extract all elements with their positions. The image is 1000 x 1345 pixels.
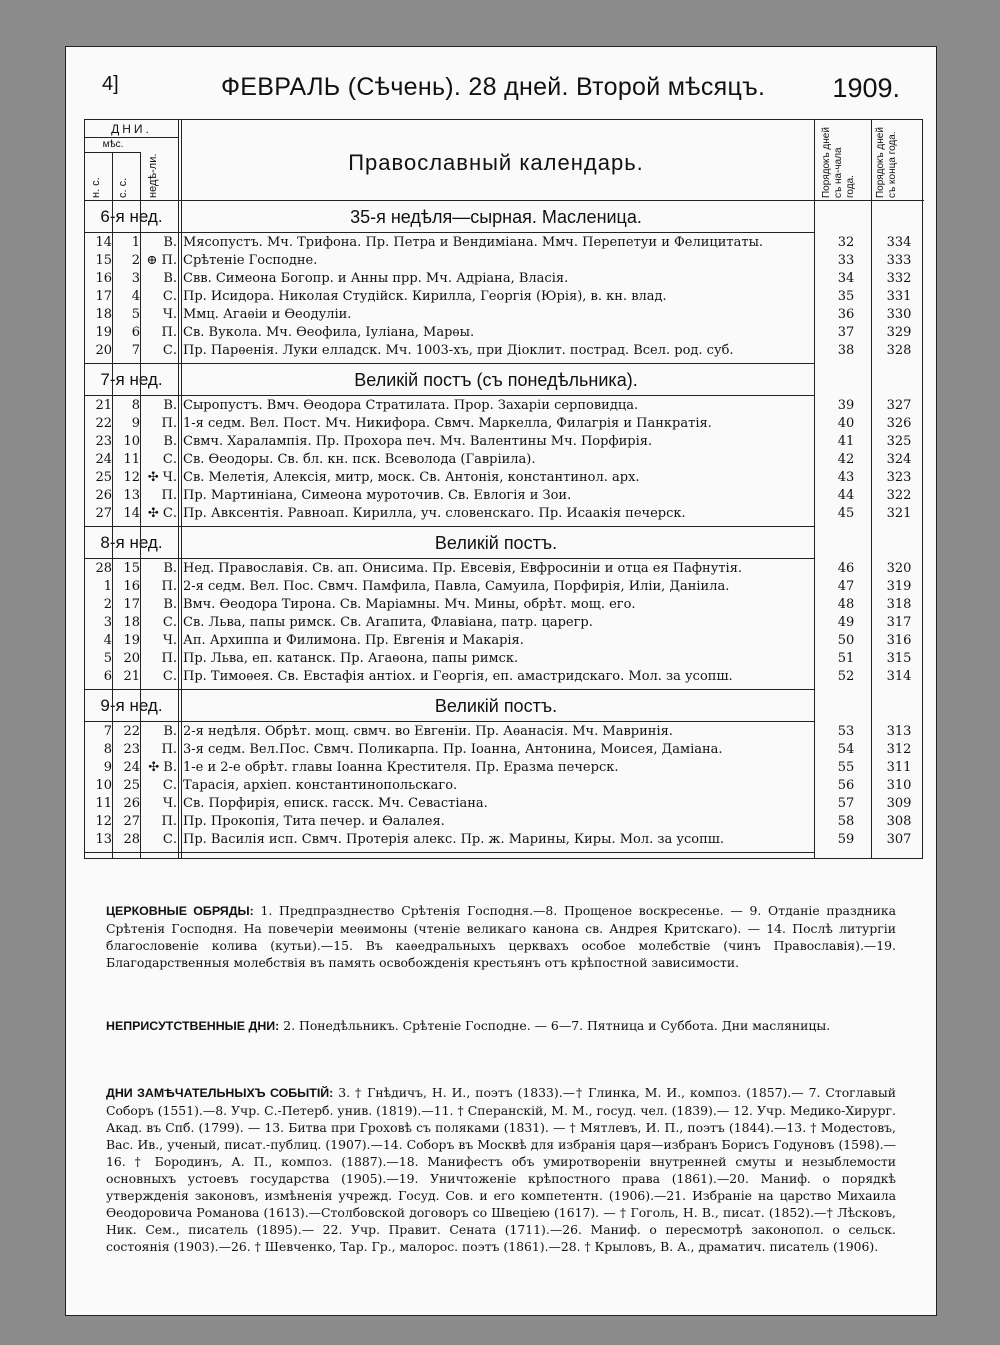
weekday: П. — [161, 416, 177, 431]
day-from-start: 34 — [837, 271, 855, 286]
table-row — [85, 579, 924, 597]
day-old-style: 20 — [123, 651, 140, 666]
day-old-style: 7 — [131, 343, 140, 358]
day-old-style: 10 — [123, 434, 140, 449]
day-from-start: 47 — [837, 579, 855, 594]
day-from-start: 52 — [837, 669, 855, 684]
weekday: В. — [163, 561, 177, 576]
day-from-start: 40 — [837, 416, 855, 431]
day-from-start: 48 — [837, 597, 855, 612]
saints-text: Пр. Исидора. Николая Студійск. Кирилла, Георгія (Юрія), в. кн. влад. — [183, 289, 667, 304]
weekday: Ч. — [162, 633, 177, 648]
table-row — [85, 651, 924, 669]
saints-text: 3-я седм. Вел.Пос. Свмч. Поликарпа. Пр. Іоанна, Антонина, Моисея, Даміана. — [183, 742, 723, 757]
table-row — [85, 289, 924, 307]
table-row — [85, 669, 924, 687]
weekday: С. — [162, 343, 177, 358]
saints-text: Пр. Авксентія. Равноап. Кирилла, уч. словенскаго. Пр. Исаакія печерск. — [183, 506, 686, 521]
table-row — [85, 235, 924, 253]
day-from-start: 36 — [837, 307, 855, 322]
day-to-end: 307 — [886, 832, 912, 847]
from-start-header: Порядокъ дней съ на-чала года. — [821, 127, 856, 198]
saints-text: 1-я седм. Вел. Пост. Мч. Никифора. Свмч. Маркелла, Филагрія и Панкратія. — [183, 416, 712, 431]
day-to-end: 316 — [886, 633, 912, 648]
day-old-style: 2 — [131, 253, 140, 268]
table-row — [85, 343, 924, 361]
day-new-style: 9 — [103, 760, 112, 775]
day-old-style: 12 — [123, 470, 140, 485]
saints-text: Пр. Прокопія, Тита печер. и Ѳалалея. — [183, 814, 445, 829]
day-from-start: 39 — [837, 398, 855, 413]
weekday: ✣ С. — [147, 506, 177, 521]
day-new-style: 20 — [95, 343, 112, 358]
day-from-start: 55 — [837, 760, 855, 775]
day-to-end: 327 — [886, 398, 912, 413]
calendar-table — [84, 119, 923, 859]
day-new-style: 21 — [95, 398, 112, 413]
day-old-style: 28 — [123, 832, 140, 847]
events-note — [106, 1084, 896, 1255]
day-new-style: 12 — [95, 814, 112, 829]
table-row — [85, 253, 924, 271]
day-new-style: 2 — [103, 597, 112, 612]
weekday: С. — [162, 778, 177, 793]
day-to-end: 320 — [886, 561, 912, 576]
saints-text: Нед. Православія. Св. ап. Онисима. Пр. Евсевія, Евфросиніи и отца ея Пафнутія. — [183, 561, 743, 576]
saints-text: Св. Ѳеодоры. Св. бл. кн. пск. Всеволода (Гавріила). — [183, 452, 536, 467]
saints-text: Сыропустъ. Вмч. Ѳеодора Стратилата. Прор. Захаріи серповидца. — [183, 398, 639, 413]
day-new-style: 8 — [103, 742, 112, 757]
day-to-end: 312 — [886, 742, 912, 757]
week-title: 35-я недѣля—сырная. Масленица. — [350, 207, 642, 227]
day-new-style: 11 — [95, 796, 112, 811]
saints-text: Мясопустъ. Мч. Трифона. Пр. Петра и Вендиміана. Ммч. Перепетуи и Фелицитаты. — [183, 235, 764, 250]
weekday: С. — [162, 289, 177, 304]
holidays-label: НЕПРИСУТСТВЕННЫЕ ДНИ: — [106, 1019, 280, 1033]
day-to-end: 315 — [886, 651, 912, 666]
day-to-end: 328 — [886, 343, 912, 358]
day-from-start: 53 — [837, 724, 855, 739]
saints-text: Пр. Льва, еп. катанск. Пр. Агаѳона, папы римск. — [183, 651, 519, 666]
weekday: П. — [161, 325, 177, 340]
months-header: мѣс. — [102, 139, 124, 150]
day-new-style: 7 — [103, 724, 112, 739]
day-from-start: 38 — [837, 343, 855, 358]
saints-text: Тарасія, архіеп. константинопольскаго. — [183, 778, 458, 793]
weekday: П. — [161, 579, 177, 594]
day-from-start: 46 — [837, 561, 855, 576]
day-from-start: 45 — [837, 506, 855, 521]
day-new-style: 3 — [103, 615, 112, 630]
page-header — [66, 73, 936, 113]
day-to-end: 321 — [886, 506, 912, 521]
table-row — [85, 398, 924, 416]
day-new-style: 10 — [95, 778, 112, 793]
week-label: 7-я нед. — [100, 370, 163, 389]
table-row — [85, 434, 924, 452]
day-old-style: 18 — [123, 615, 140, 630]
day-from-start: 54 — [837, 742, 855, 757]
day-from-start: 50 — [837, 633, 855, 648]
table-row — [85, 561, 924, 579]
weekday: ✣ В. — [148, 760, 177, 775]
table-row — [85, 760, 924, 778]
table-row — [85, 742, 924, 760]
day-old-style: 22 — [123, 724, 140, 739]
weekday: Ч. — [162, 796, 177, 811]
day-new-style: 25 — [95, 470, 112, 485]
day-from-start: 57 — [837, 796, 855, 811]
weekday: С. — [162, 669, 177, 684]
day-old-style: 3 — [131, 271, 140, 286]
saints-text: Свв. Симеона Богопр. и Анны прр. Мч. Адріана, Власія. — [183, 271, 569, 286]
day-new-style: 28 — [95, 561, 112, 576]
table-row — [85, 724, 924, 742]
table-row — [85, 325, 924, 343]
saints-text: Св. Мелетія, Алексія, митр, моск. Св. Антонія, константинол. арх. — [183, 470, 640, 485]
table-row — [85, 796, 924, 814]
table-row — [85, 814, 924, 832]
day-to-end: 325 — [886, 434, 912, 449]
day-from-start: 43 — [837, 470, 855, 485]
saints-text: 2-я седм. Вел. Пос. Свмч. Памфила, Павла, Самуила, Порфирія, Иліи, Даніила. — [183, 579, 730, 594]
weekday: В. — [163, 398, 177, 413]
saints-text: 1-е и 2-е обрѣт. главы Іоанна Крестителя. Пр. Еразма печерск. — [183, 760, 619, 775]
table-row — [85, 452, 924, 470]
saints-text: Пр. Мартиніана, Симеона муроточив. Св. Евлогія и Зои. — [183, 488, 572, 503]
saints-text: Ап. Архиппа и Филимона. Пр. Евгенія и Макарія. — [183, 633, 524, 648]
week-label: 6-я нед. — [100, 207, 163, 226]
saints-text: Вмч. Ѳеодора Тирона. Св. Маріамны. Мч. Мины, обрѣт. мощ. его. — [183, 597, 636, 612]
saints-text: Св. Порфирія, еписк. гасск. Мч. Севастіана. — [183, 796, 488, 811]
day-old-style: 6 — [131, 325, 140, 340]
day-old-style: 9 — [131, 416, 140, 431]
day-new-style: 16 — [95, 271, 112, 286]
day-from-start: 35 — [837, 289, 855, 304]
day-to-end: 318 — [886, 597, 912, 612]
weekday: П. — [161, 814, 177, 829]
day-to-end: 323 — [886, 470, 912, 485]
day-from-start: 41 — [837, 434, 855, 449]
day-new-style: 19 — [95, 325, 112, 340]
day-to-end: 332 — [886, 271, 912, 286]
day-from-start: 44 — [837, 488, 855, 503]
year: 1909. — [832, 73, 900, 103]
day-to-end: 317 — [886, 615, 912, 630]
day-to-end: 322 — [886, 488, 912, 503]
day-old-style: 11 — [123, 452, 140, 467]
calendar-page — [65, 46, 937, 1316]
weekday: В. — [163, 434, 177, 449]
weekday: Ч. — [162, 307, 177, 322]
calendar-header: Православный календарь. — [348, 150, 644, 175]
ns-header: н. с. — [90, 177, 102, 198]
holidays-note — [106, 1017, 896, 1035]
day-to-end: 334 — [886, 235, 912, 250]
day-new-style: 18 — [95, 307, 112, 322]
day-old-style: 13 — [123, 488, 140, 503]
table-row — [85, 615, 924, 633]
day-from-start: 58 — [837, 814, 855, 829]
day-from-start: 37 — [837, 325, 855, 340]
saints-text: Пр. Тимоѳея. Св. Евстафія антіох. и Георгія, еп. амастридскаго. Мол. за усопш. — [183, 669, 733, 684]
day-from-start: 33 — [837, 253, 855, 268]
day-to-end: 308 — [886, 814, 912, 829]
weekday: П. — [161, 651, 177, 666]
day-new-style: 13 — [95, 832, 112, 847]
saints-text: Св. Льва, папы римск. Св. Агапита, Флавіана, патр. царегр. — [183, 615, 593, 630]
day-new-style: 26 — [95, 488, 112, 503]
church-rites-label: ЦЕРКОВНЫЕ ОБРЯДЫ: — [106, 904, 254, 918]
day-to-end: 311 — [886, 760, 912, 775]
weekday-header: недѣ-ли. — [147, 153, 159, 198]
day-new-style: 27 — [95, 506, 112, 521]
table-row — [85, 778, 924, 796]
day-new-style: 15 — [95, 253, 112, 268]
day-new-style: 22 — [95, 416, 112, 431]
day-old-style: 27 — [123, 814, 140, 829]
page-number: 4] — [102, 73, 119, 95]
day-to-end: 313 — [886, 724, 912, 739]
day-old-style: 5 — [131, 307, 140, 322]
day-from-start: 32 — [837, 235, 855, 250]
day-old-style: 17 — [123, 597, 140, 612]
ss-header: с. с. — [117, 177, 129, 198]
events-label: ДНИ ЗАМѢЧАТЕЛЬНЫХЪ СОБЫТІЙ: — [106, 1086, 334, 1100]
day-to-end: 319 — [886, 579, 912, 594]
table-row — [85, 271, 924, 289]
saints-text: Пр. Василія исп. Свмч. Протерія алекс. Пр. ж. Марины, Киры. Мол. за усопш. — [183, 832, 724, 847]
weekday: С. — [162, 615, 177, 630]
week-title: Великій постъ. — [434, 696, 558, 716]
week-title: Великій постъ (съ понедѣльника). — [354, 370, 638, 390]
table-row — [85, 597, 924, 615]
day-old-style: 21 — [123, 669, 140, 684]
day-new-style: 14 — [95, 235, 112, 250]
day-old-style: 14 — [123, 506, 140, 521]
day-old-style: 8 — [131, 398, 140, 413]
saints-text: Срѣтеніе Господне. — [183, 253, 318, 268]
table-row — [85, 470, 924, 488]
table-row — [85, 307, 924, 325]
weekday: В. — [163, 724, 177, 739]
weekday: С. — [162, 452, 177, 467]
weekday: В. — [163, 597, 177, 612]
to-end-header: Порядокъ дней съ конца года. — [875, 127, 898, 198]
day-old-style: 16 — [123, 579, 140, 594]
day-to-end: 310 — [886, 778, 912, 793]
weekday: П. — [161, 488, 177, 503]
saints-text: Ммц. Агаѳіи и Ѳеодуліи. — [183, 307, 352, 322]
church-rites-text: 1. Предпразднество Срѣтенія Господня.—8. Прощеное воскресенье. — 9. Отданіе праздника Срѣтенія Господня. На повечеріи меѳимоны (чтеніе великаго канона св. Андрея Критскаго). — 14. Послѣ литургіи благословеніе колива (кутьи).—15. Въ каѳедральныхъ церквахъ особое молебствіе (чинъ Православія).—19. Благодарственныя молебствія въ память освобожденія крестьянъ отъ крѣпостной зависимости. — [106, 903, 896, 970]
day-to-end: 309 — [886, 796, 912, 811]
day-new-style: 17 — [95, 289, 112, 304]
day-from-start: 59 — [837, 832, 855, 847]
saints-text: Св. Вукола. Мч. Ѳеофила, Іуліана, Марѳы. — [183, 325, 475, 340]
day-to-end: 324 — [886, 452, 912, 467]
day-old-style: 23 — [123, 742, 140, 757]
day-from-start: 49 — [837, 615, 855, 630]
day-new-style: 6 — [103, 669, 112, 684]
days-group-header: ДНИ. — [111, 122, 152, 136]
day-new-style: 4 — [103, 633, 112, 648]
weekday: В. — [163, 271, 177, 286]
weekday: С. — [162, 832, 177, 847]
day-old-style: 25 — [123, 778, 140, 793]
table-row — [85, 488, 924, 506]
day-new-style: 24 — [95, 452, 112, 467]
day-from-start: 42 — [837, 452, 855, 467]
day-new-style: 5 — [103, 651, 112, 666]
weekday: ✣ Ч. — [147, 470, 177, 485]
saints-text: 2-я недѣля. Обрѣт. мощ. свмч. во Евгеніи. Пр. Аѳанасія. Мч. Мавринія. — [183, 724, 673, 739]
day-to-end: 330 — [886, 307, 912, 322]
events-text: 3. † Гнѣдичъ, Н. И., поэтъ (1833).—† Глинка, М. И., композ. (1857).— 7. Стоглавый Соборъ (1551).—8. Учр. С.-Петерб. унив. (1819).—11. † Сперанскій, М. М., госуд. чел. (1839).— 12. Учр. Медико-Хирург. Акад. въ Спб. (1799). — 13. Битва при Гроховѣ съ поляками (1831). — † Мятлевъ, И. П., поэтъ (1844).—13. † Модестовъ, Вас. Ив., ученый, писат.-публиц. (1907).—14. Соборъ въ Москвѣ для избранія царя—избранъ Борисъ Годуновъ (1598).—16. † Бородинъ, А. П., композ. (1887).—18. Манифестъ объ умиротвореніи внутренней смуты и незыблемости основныхъ устоевъ государства (1905).—19. Уничтоженіе крѣпостного права (1861).—20. Маниф. о порядкѣ утвержденія законовъ, измѣненія учрежд. Госуд. Сов. и его компетентн. (1906).—21. Избраніе на царство Михаила Ѳеодоровича Романова (1613).—Столбовской договоръ со Швеціею (1617). — † Гоголь, Н. В., писат. (1852).—† Лѣсковъ, Ник. Сем., писатель (1895).— 22. Учр. Правит. Сената (1711).—26. Маниф. о пересмотрѣ законопол. о сельск. состоянія (1903).—26. † Шевченко, Тар. Гр., малорос. поэтъ (1861).—28. † Крыловъ, В. А., драматич. писатель (1906). — [106, 1085, 896, 1254]
weekday: ⊕ П. — [146, 253, 177, 268]
day-to-end: 331 — [886, 289, 912, 304]
saints-text: Свмч. Харалампія. Пр. Прохора печ. Мч. Валентины Мч. Порфирія. — [183, 434, 653, 449]
holidays-text: 2. Понедѣльникъ. Срѣтеніе Господне. — 6—7. Пятница и Суббота. Дни масляницы. — [283, 1018, 831, 1033]
day-to-end: 326 — [886, 416, 912, 431]
week-label: 8-я нед. — [100, 533, 163, 552]
day-old-style: 4 — [131, 289, 140, 304]
weekday: П. — [161, 742, 177, 757]
saints-text: Пр. Парѳенія. Луки елладск. Мч. 1003-хъ, при Діоклит. пострад. Всел. род. суб. — [183, 343, 734, 358]
day-old-style: 26 — [123, 796, 140, 811]
week-label: 9-я нед. — [100, 696, 163, 715]
day-to-end: 314 — [886, 669, 912, 684]
week-title: Великій постъ. — [434, 533, 558, 553]
day-from-start: 56 — [837, 778, 855, 793]
table-row — [85, 633, 924, 651]
day-to-end: 333 — [886, 253, 912, 268]
day-new-style: 1 — [103, 579, 112, 594]
day-new-style: 23 — [95, 434, 112, 449]
day-old-style: 1 — [131, 235, 140, 250]
day-old-style: 24 — [123, 760, 140, 775]
day-old-style: 19 — [123, 633, 140, 648]
table-row — [85, 416, 924, 434]
weekday: В. — [163, 235, 177, 250]
table-row — [85, 832, 924, 850]
table-row — [85, 506, 924, 524]
day-from-start: 51 — [837, 651, 855, 666]
day-to-end: 329 — [886, 325, 912, 340]
church-rites-note — [106, 902, 896, 971]
day-old-style: 15 — [123, 561, 140, 576]
page-title: ФЕВРАЛЬ (Сѣчень). 28 дней. Второй мѣсяцъ. — [221, 73, 766, 101]
